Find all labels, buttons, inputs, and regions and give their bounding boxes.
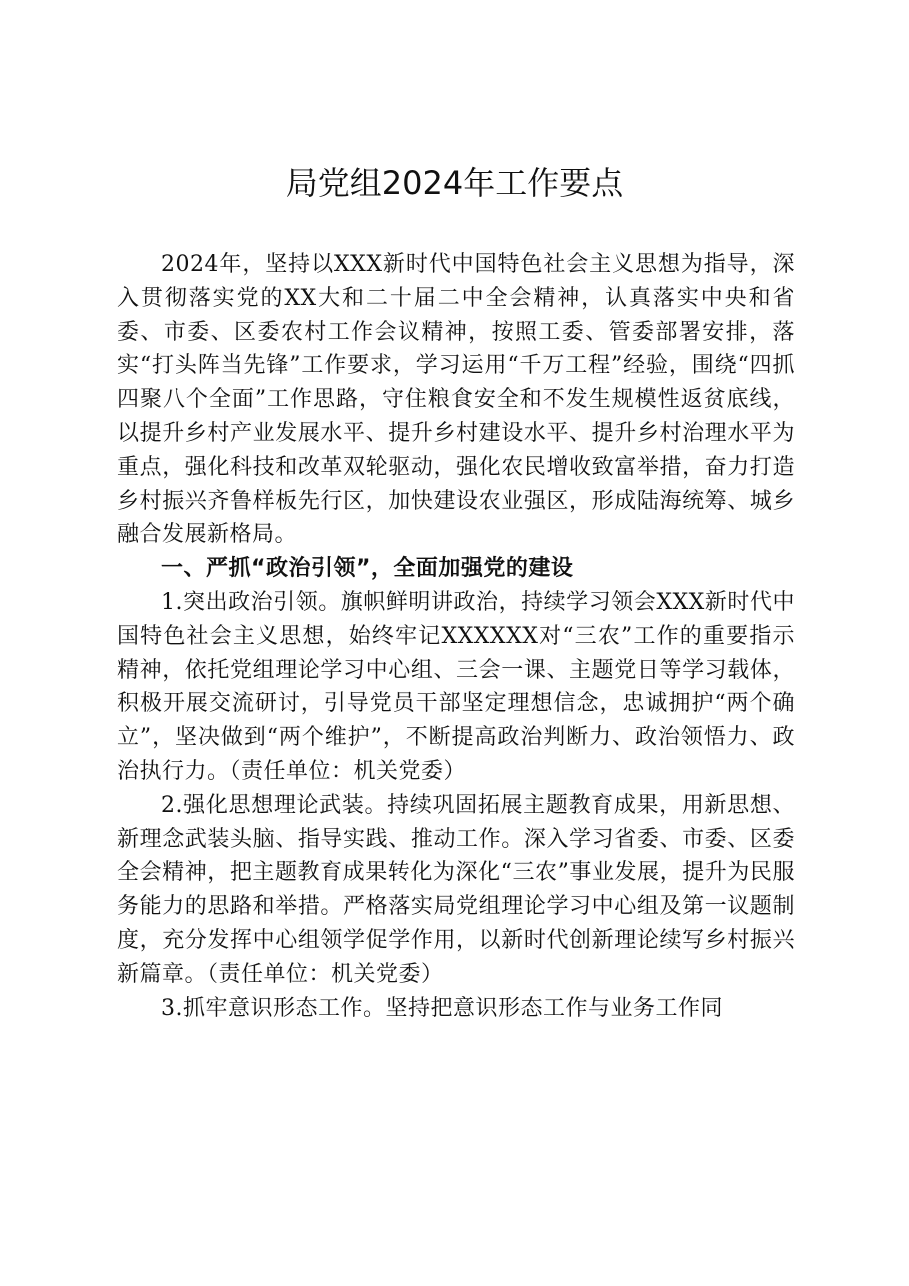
document-title: 局党组2024年工作要点	[285, 164, 624, 202]
list-item-2: 2.强化思想理论武装。持续巩固拓展主题教育成果，用新思想、新理念武装头脑、指导实践、推动工作。深入学习省委、市委、区委全会精神，把主题教育成果转化为深化“三农”事业发展，提升为民服务能力的思路和举措。严格落实局党组理论学习中心组及第一议题制度，充分发挥中心组领学促学作用，以新时代创新理论续写乡村振兴新篇章。（责任单位：机关党委）	[117, 792, 795, 987]
list-item-1: 1.突出政治引领。旗帜鲜明讲政治，持续学习领会XXX新时代中国特色社会主义思想，始终牢记XXXXXX对“三农”工作的重要指示精神，依托党组理论学习中心组、三会一课、主题党日等学习载体，积极开展交流研讨，引导党员干部坚定理想信念，忠诚拥护“两个确立”，坚决做到“两个维护”，不断提高政治判断力、政治领悟力、政治执行力。（责任单位：机关党委）	[117, 589, 795, 784]
intro-paragraph: 2024年，坚持以XXX新时代中国特色社会主义思想为指导，深入贯彻落实党的XX大和二十届二中全会精神，认真落实中央和省委、市委、区委农村工作会议精神，按照工委、管委部署安排，落实“打头阵当先锋”工作要求，学习运用“千万工程”经验，围绕“四抓四聚八个全面”工作思路，守住粮食安全和不发生规模性返贫底线，以提升乡村产业发展水平、提升乡村建设水平、提升乡村治理水平为重点，强化科技和改革双轮驱动，强化农民增收致富举措，奋力打造乡村振兴齐鲁样板先行区，加快建设农业强区，形成陆海统筹、城乡融合发展新格局。	[117, 252, 795, 548]
document-body	[117, 248, 795, 1025]
section-heading-1: 一、严抓“政治引领”，全面加强党的建设	[161, 556, 574, 582]
list-item-3: 3.抓牢意识形态工作。坚持把意识形态工作与业务工作同	[161, 995, 723, 1021]
